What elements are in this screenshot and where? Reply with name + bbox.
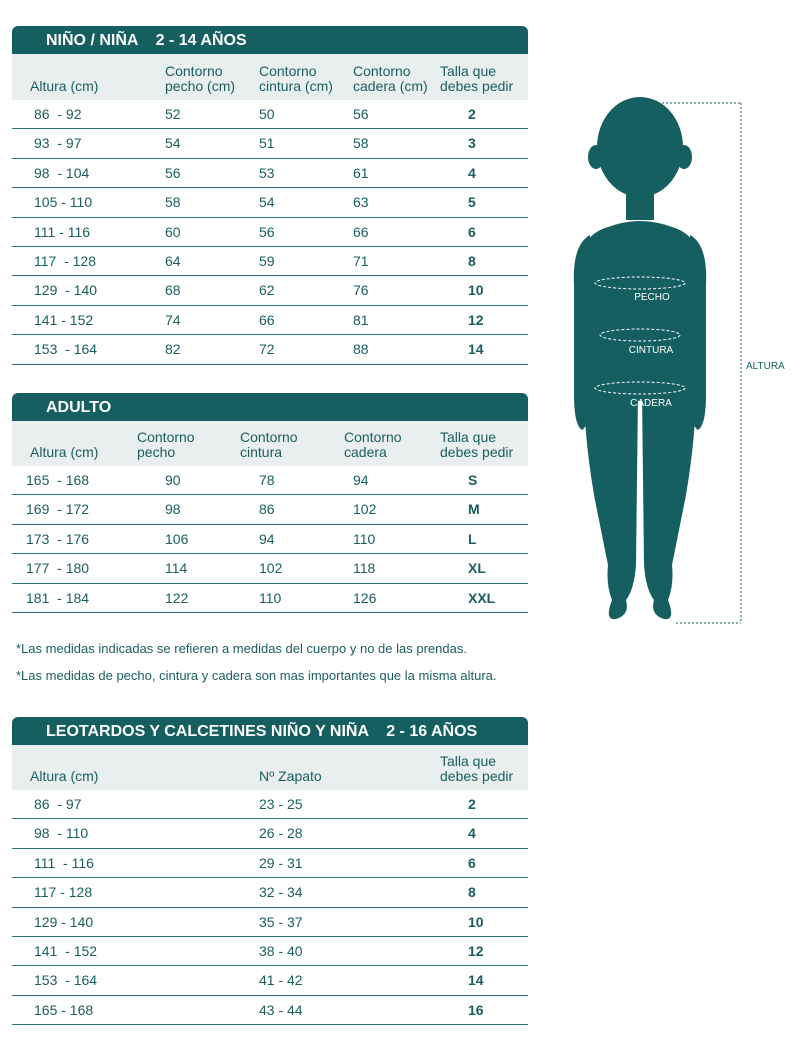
kids-cell-4: 3 <box>468 135 476 152</box>
adult-table-header <box>12 421 528 466</box>
socks-cell-0: 153 - 164 <box>34 972 98 989</box>
kids-table-row <box>12 100 528 129</box>
adult-table-row <box>12 466 528 495</box>
socks-cell-1: 26 - 28 <box>259 825 303 842</box>
socks-cell-1: 41 - 42 <box>259 972 303 989</box>
adult-size-table <box>12 393 528 613</box>
kids-cell-4: 6 <box>468 223 476 240</box>
socks-cell-2: 8 <box>468 884 476 901</box>
adult-cell-3: 126 <box>353 589 377 606</box>
adult-cell-2: 102 <box>259 560 283 577</box>
socks-table-row <box>12 937 528 966</box>
kids-cell-0: 105 - 110 <box>34 194 93 211</box>
kids-cell-4: 4 <box>468 164 476 181</box>
kids-cell-1: 58 <box>165 194 181 211</box>
socks-header-shoe: Nº Zapato <box>259 768 322 784</box>
kids-cell-3: 76 <box>353 282 369 299</box>
kids-cell-2: 54 <box>259 194 275 211</box>
kids-cell-3: 81 <box>353 311 369 328</box>
kids-cell-0: 129 - 140 <box>34 282 98 299</box>
kids-table-row <box>12 188 528 217</box>
socks-table-row <box>12 966 528 995</box>
socks-cell-0: 111 - 116 <box>34 854 94 871</box>
kids-cell-1: 64 <box>165 252 181 269</box>
socks-cell-2: 6 <box>468 854 476 871</box>
kids-cell-4: 8 <box>468 252 476 269</box>
height-label: ALTURA <box>746 361 785 372</box>
kids-cell-3: 63 <box>353 194 369 211</box>
kids-cell-3: 61 <box>353 164 369 181</box>
kids-size-table <box>12 26 528 365</box>
socks-cell-0: 86 - 97 <box>34 796 82 812</box>
socks-table-title: LEOTARDOS Y CALCETINES NIÑO Y NIÑA 2 - 16 AÑOS <box>12 717 528 745</box>
socks-cell-1: 29 - 31 <box>259 854 303 871</box>
adult-cell-1: 114 <box>165 560 188 577</box>
note-body-measurements: *Las medidas indicadas se refieren a medidas del cuerpo y no de las prendas. <box>16 641 467 656</box>
kids-cell-0: 98 - 104 <box>34 164 90 181</box>
socks-table-row <box>12 878 528 907</box>
adult-cell-0: 165 - 168 <box>26 472 90 488</box>
adult-header-size: Talla que debes pedir <box>440 429 514 460</box>
kids-header-size: Talla que debes pedir <box>440 63 514 94</box>
child-silhouette-figure <box>560 95 795 630</box>
kids-cell-0: 111 - 116 <box>34 223 91 240</box>
adult-cell-2: 94 <box>259 530 275 547</box>
adult-cell-3: 110 <box>353 530 376 547</box>
socks-cell-2: 2 <box>468 796 476 812</box>
kids-cell-3: 71 <box>353 252 369 269</box>
adult-header-chest: Contorno pecho <box>137 429 195 460</box>
adult-cell-4: XL <box>468 560 486 577</box>
adult-table-body <box>12 466 528 613</box>
socks-cell-1: 35 - 37 <box>259 913 303 930</box>
silhouette-icon <box>574 97 706 619</box>
kids-cell-4: 12 <box>468 311 484 328</box>
kids-cell-3: 88 <box>353 341 369 358</box>
socks-size-table <box>12 717 528 1025</box>
kids-cell-4: 5 <box>468 194 476 211</box>
kids-table-row <box>12 129 528 158</box>
adult-cell-2: 78 <box>259 472 275 488</box>
kids-table-title: NIÑO / NIÑA 2 - 14 AÑOS <box>12 26 528 54</box>
kids-cell-2: 53 <box>259 164 275 181</box>
socks-table-row <box>12 790 528 819</box>
adult-cell-1: 90 <box>165 472 181 488</box>
kids-header-waist: Contorno cintura (cm) <box>259 63 333 94</box>
waist-label: CINTURA <box>628 345 674 356</box>
adult-cell-0: 181 - 184 <box>26 589 90 606</box>
adult-cell-0: 173 - 176 <box>26 530 90 547</box>
adult-cell-0: 169 - 172 <box>26 501 90 518</box>
kids-cell-2: 62 <box>259 282 275 299</box>
kids-cell-4: 14 <box>468 341 484 358</box>
socks-cell-0: 141 - 152 <box>34 942 98 959</box>
socks-cell-0: 165 - 168 <box>34 1001 94 1018</box>
socks-header-size: Talla que debes pedir <box>440 753 514 784</box>
kids-header-hip: Contorno cadera (cm) <box>353 63 428 94</box>
adult-cell-3: 94 <box>353 472 369 488</box>
kids-cell-2: 51 <box>259 135 275 152</box>
kids-cell-1: 56 <box>165 164 181 181</box>
adult-header-waist: Contorno cintura <box>240 429 298 460</box>
kids-cell-0: 93 - 97 <box>34 135 82 152</box>
kids-cell-1: 54 <box>165 135 181 152</box>
kids-header-height: Altura (cm) <box>30 78 99 94</box>
socks-cell-2: 10 <box>468 913 484 930</box>
kids-cell-3: 58 <box>353 135 369 152</box>
adult-cell-1: 106 <box>165 530 189 547</box>
socks-cell-2: 14 <box>468 972 484 989</box>
adult-table-row <box>12 554 528 583</box>
kids-cell-2: 59 <box>259 252 275 269</box>
adult-cell-4: XXL <box>468 589 496 606</box>
socks-cell-1: 43 - 44 <box>259 1001 303 1018</box>
socks-cell-2: 12 <box>468 942 484 959</box>
hip-label: CADERA <box>630 398 672 409</box>
socks-cell-1: 32 - 34 <box>259 884 303 901</box>
adult-cell-2: 110 <box>259 589 282 606</box>
socks-cell-0: 129 - 140 <box>34 913 94 930</box>
kids-header-chest: Contorno pecho (cm) <box>165 63 236 94</box>
kids-table-row <box>12 159 528 188</box>
adult-cell-0: 177 - 180 <box>26 560 90 577</box>
adult-table-row <box>12 525 528 554</box>
socks-cell-2: 4 <box>468 825 476 842</box>
kids-cell-3: 56 <box>353 106 369 122</box>
adult-cell-1: 122 <box>165 589 189 606</box>
kids-cell-0: 141 - 152 <box>34 311 94 328</box>
kids-table-row <box>12 276 528 305</box>
kids-cell-1: 60 <box>165 223 181 240</box>
kids-cell-1: 52 <box>165 106 181 122</box>
adult-cell-3: 118 <box>353 560 376 577</box>
kids-cell-2: 66 <box>259 311 275 328</box>
socks-table-body <box>12 790 528 1025</box>
socks-cell-0: 98 - 110 <box>34 825 89 842</box>
kids-cell-0: 153 - 164 <box>34 341 98 358</box>
kids-table-row <box>12 218 528 247</box>
adult-cell-1: 98 <box>165 501 181 518</box>
socks-cell-1: 38 - 40 <box>259 942 303 959</box>
kids-table-row <box>12 335 528 364</box>
socks-table-row <box>12 819 528 848</box>
socks-cell-0: 117 - 128 <box>34 884 93 901</box>
socks-table-row <box>12 996 528 1025</box>
adult-cell-4: L <box>468 530 477 547</box>
kids-table-row <box>12 306 528 335</box>
kids-cell-2: 72 <box>259 341 275 358</box>
adult-cell-4: S <box>468 472 478 488</box>
socks-table-row <box>12 849 528 878</box>
socks-header-height: Altura (cm) <box>30 768 99 784</box>
adult-table-title: ADULTO <box>12 393 528 421</box>
adult-cell-2: 86 <box>259 501 275 518</box>
kids-cell-0: 86 - 92 <box>34 106 82 122</box>
kids-cell-3: 66 <box>353 223 369 240</box>
kids-cell-4: 2 <box>468 106 476 122</box>
chest-label: PECHO <box>634 292 670 303</box>
kids-cell-2: 50 <box>259 106 275 122</box>
socks-table-header <box>12 745 528 790</box>
kids-cell-2: 56 <box>259 223 275 240</box>
kids-cell-1: 82 <box>165 341 181 358</box>
adult-header-height: Altura (cm) <box>30 444 99 460</box>
kids-table-row <box>12 247 528 276</box>
adult-cell-4: M <box>468 501 480 518</box>
adult-table-row <box>12 584 528 613</box>
kids-table-header <box>12 54 528 100</box>
socks-cell-2: 16 <box>468 1001 484 1018</box>
note-measurement-priority: *Las medidas de pecho, cintura y cadera son mas importantes que la misma altura. <box>16 668 497 683</box>
kids-table-body <box>12 100 528 365</box>
kids-cell-0: 117 - 128 <box>34 252 97 269</box>
kids-cell-1: 68 <box>165 282 181 299</box>
adult-header-hip: Contorno cadera <box>344 429 402 460</box>
socks-table-row <box>12 908 528 937</box>
adult-table-row <box>12 495 528 524</box>
kids-cell-1: 74 <box>165 311 181 328</box>
kids-cell-4: 10 <box>468 282 484 299</box>
adult-cell-3: 102 <box>353 501 377 518</box>
socks-cell-1: 23 - 25 <box>259 796 303 812</box>
